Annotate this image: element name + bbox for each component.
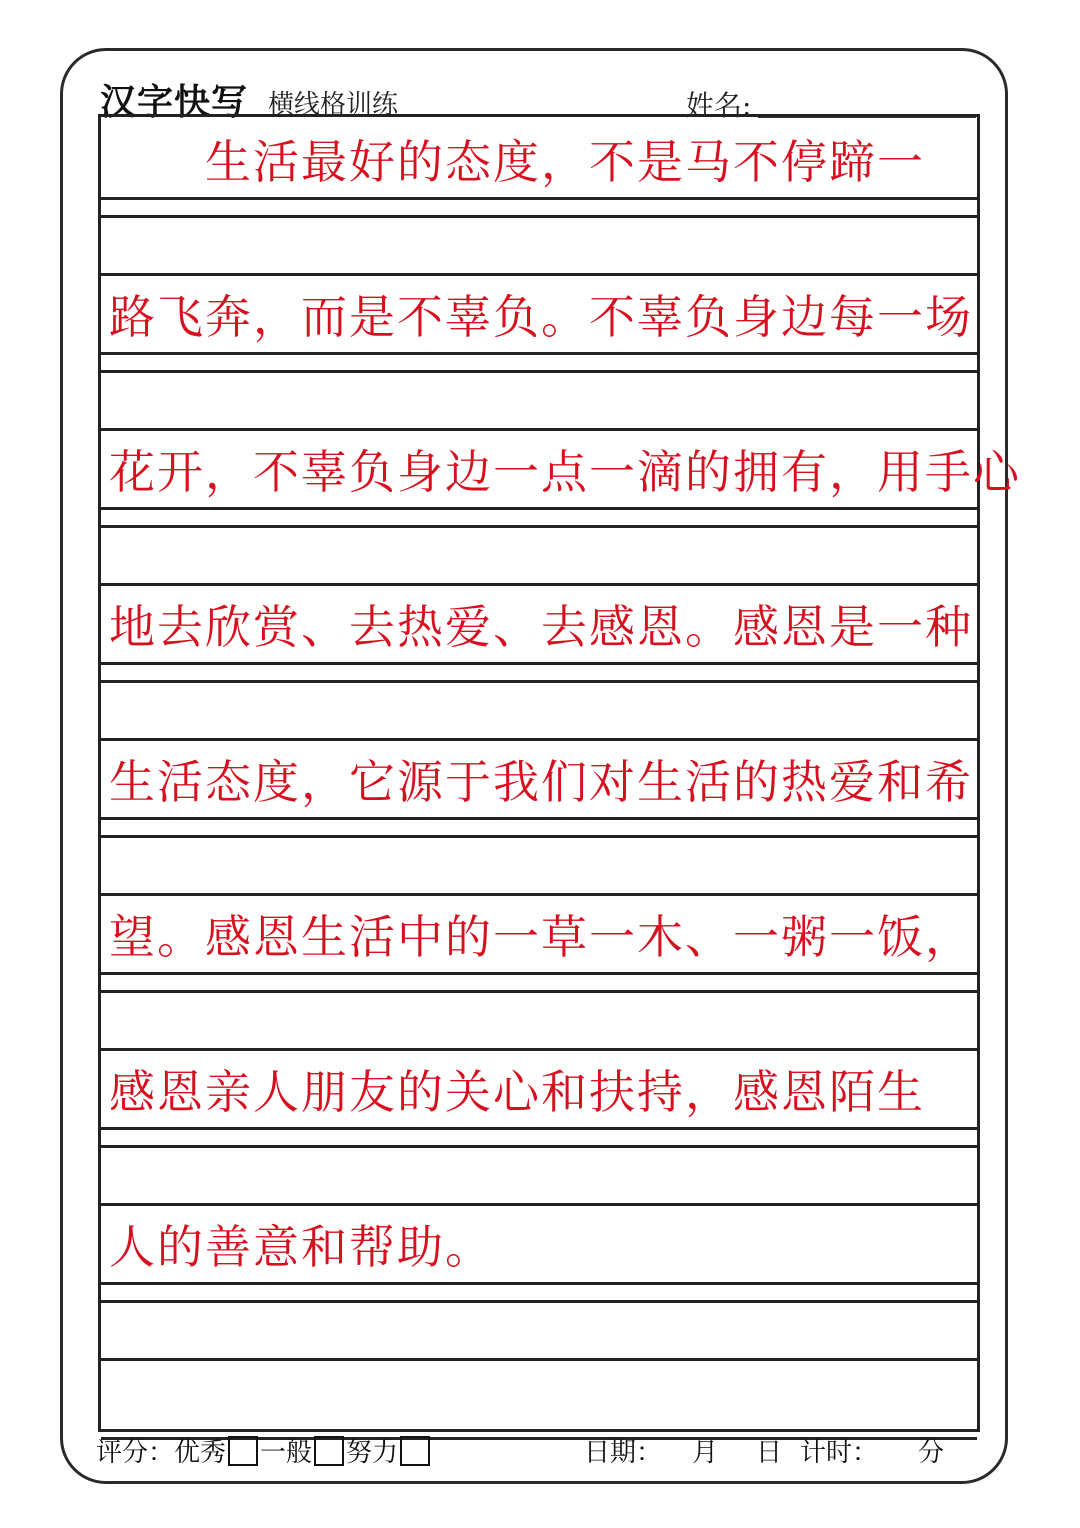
handwritten-line: 望。感恩生活中的一草一木、一粥一饭， <box>109 910 973 964</box>
worksheet-subtitle: 横线格训练 <box>268 90 399 120</box>
ruled-line <box>101 1282 977 1285</box>
ruled-line <box>101 507 977 510</box>
worksheet-footer <box>96 1428 996 1468</box>
ruled-line <box>101 738 977 741</box>
ruled-line <box>101 835 977 838</box>
ruled-line <box>101 428 977 431</box>
date-label: 日期： <box>584 1438 663 1468</box>
ruled-line <box>101 817 977 820</box>
ruled-line <box>101 1358 977 1361</box>
brand-title: 汉字快写 <box>100 82 249 123</box>
handwritten-line: 生活最好的态度，不是马不停蹄一 <box>109 135 925 189</box>
option-average: 一般 <box>260 1438 313 1468</box>
handwritten-line: 生活态度，它源于我们对生活的热爱和希 <box>109 755 973 809</box>
ruled-line <box>101 197 977 200</box>
worksheet-header <box>100 70 980 123</box>
ruled-line <box>101 972 977 975</box>
ruled-line <box>101 662 977 665</box>
ruled-line <box>101 273 977 276</box>
ruled-line <box>101 525 977 528</box>
ruled-line <box>101 352 977 355</box>
ruled-line <box>101 1203 977 1206</box>
month-label: 月 <box>692 1438 719 1468</box>
ruled-line <box>101 680 977 683</box>
option-effort: 努力 <box>346 1438 399 1468</box>
day-label: 日 <box>756 1438 783 1468</box>
ruled-line <box>101 1300 977 1303</box>
minutes-label: 分 <box>918 1438 945 1468</box>
handwritten-line: 地去欣赏、去热爱、去感恩。感恩是一种 <box>109 600 973 654</box>
name-label: 姓名: <box>686 89 752 122</box>
ruled-line <box>101 583 977 586</box>
score-label: 评分： <box>96 1438 175 1468</box>
timer-label: 计时： <box>800 1438 879 1468</box>
checkbox-effort[interactable] <box>400 1436 430 1466</box>
checkbox-excellent[interactable] <box>228 1436 258 1466</box>
handwritten-line: 人的善意和帮助。 <box>109 1220 493 1274</box>
ruled-line <box>101 370 977 373</box>
ruled-line <box>101 215 977 218</box>
handwriting-grid <box>98 114 1021 1432</box>
handwritten-line: 感恩亲人朋友的关心和扶持，感恩陌生 <box>109 1065 925 1119</box>
handwritten-line: 花开，不辜负身边一点一滴的拥有，用手心 <box>109 445 1021 499</box>
handwritten-line: 路飞奔，而是不辜负。不辜负身边每一场 <box>109 290 973 344</box>
ruled-line <box>101 1145 977 1148</box>
ruled-line <box>101 893 977 896</box>
checkbox-average[interactable] <box>314 1436 344 1466</box>
ruled-line <box>101 1048 977 1051</box>
ruled-line <box>101 1127 977 1130</box>
option-excellent: 优秀 <box>174 1438 227 1468</box>
ruled-line <box>101 990 977 993</box>
